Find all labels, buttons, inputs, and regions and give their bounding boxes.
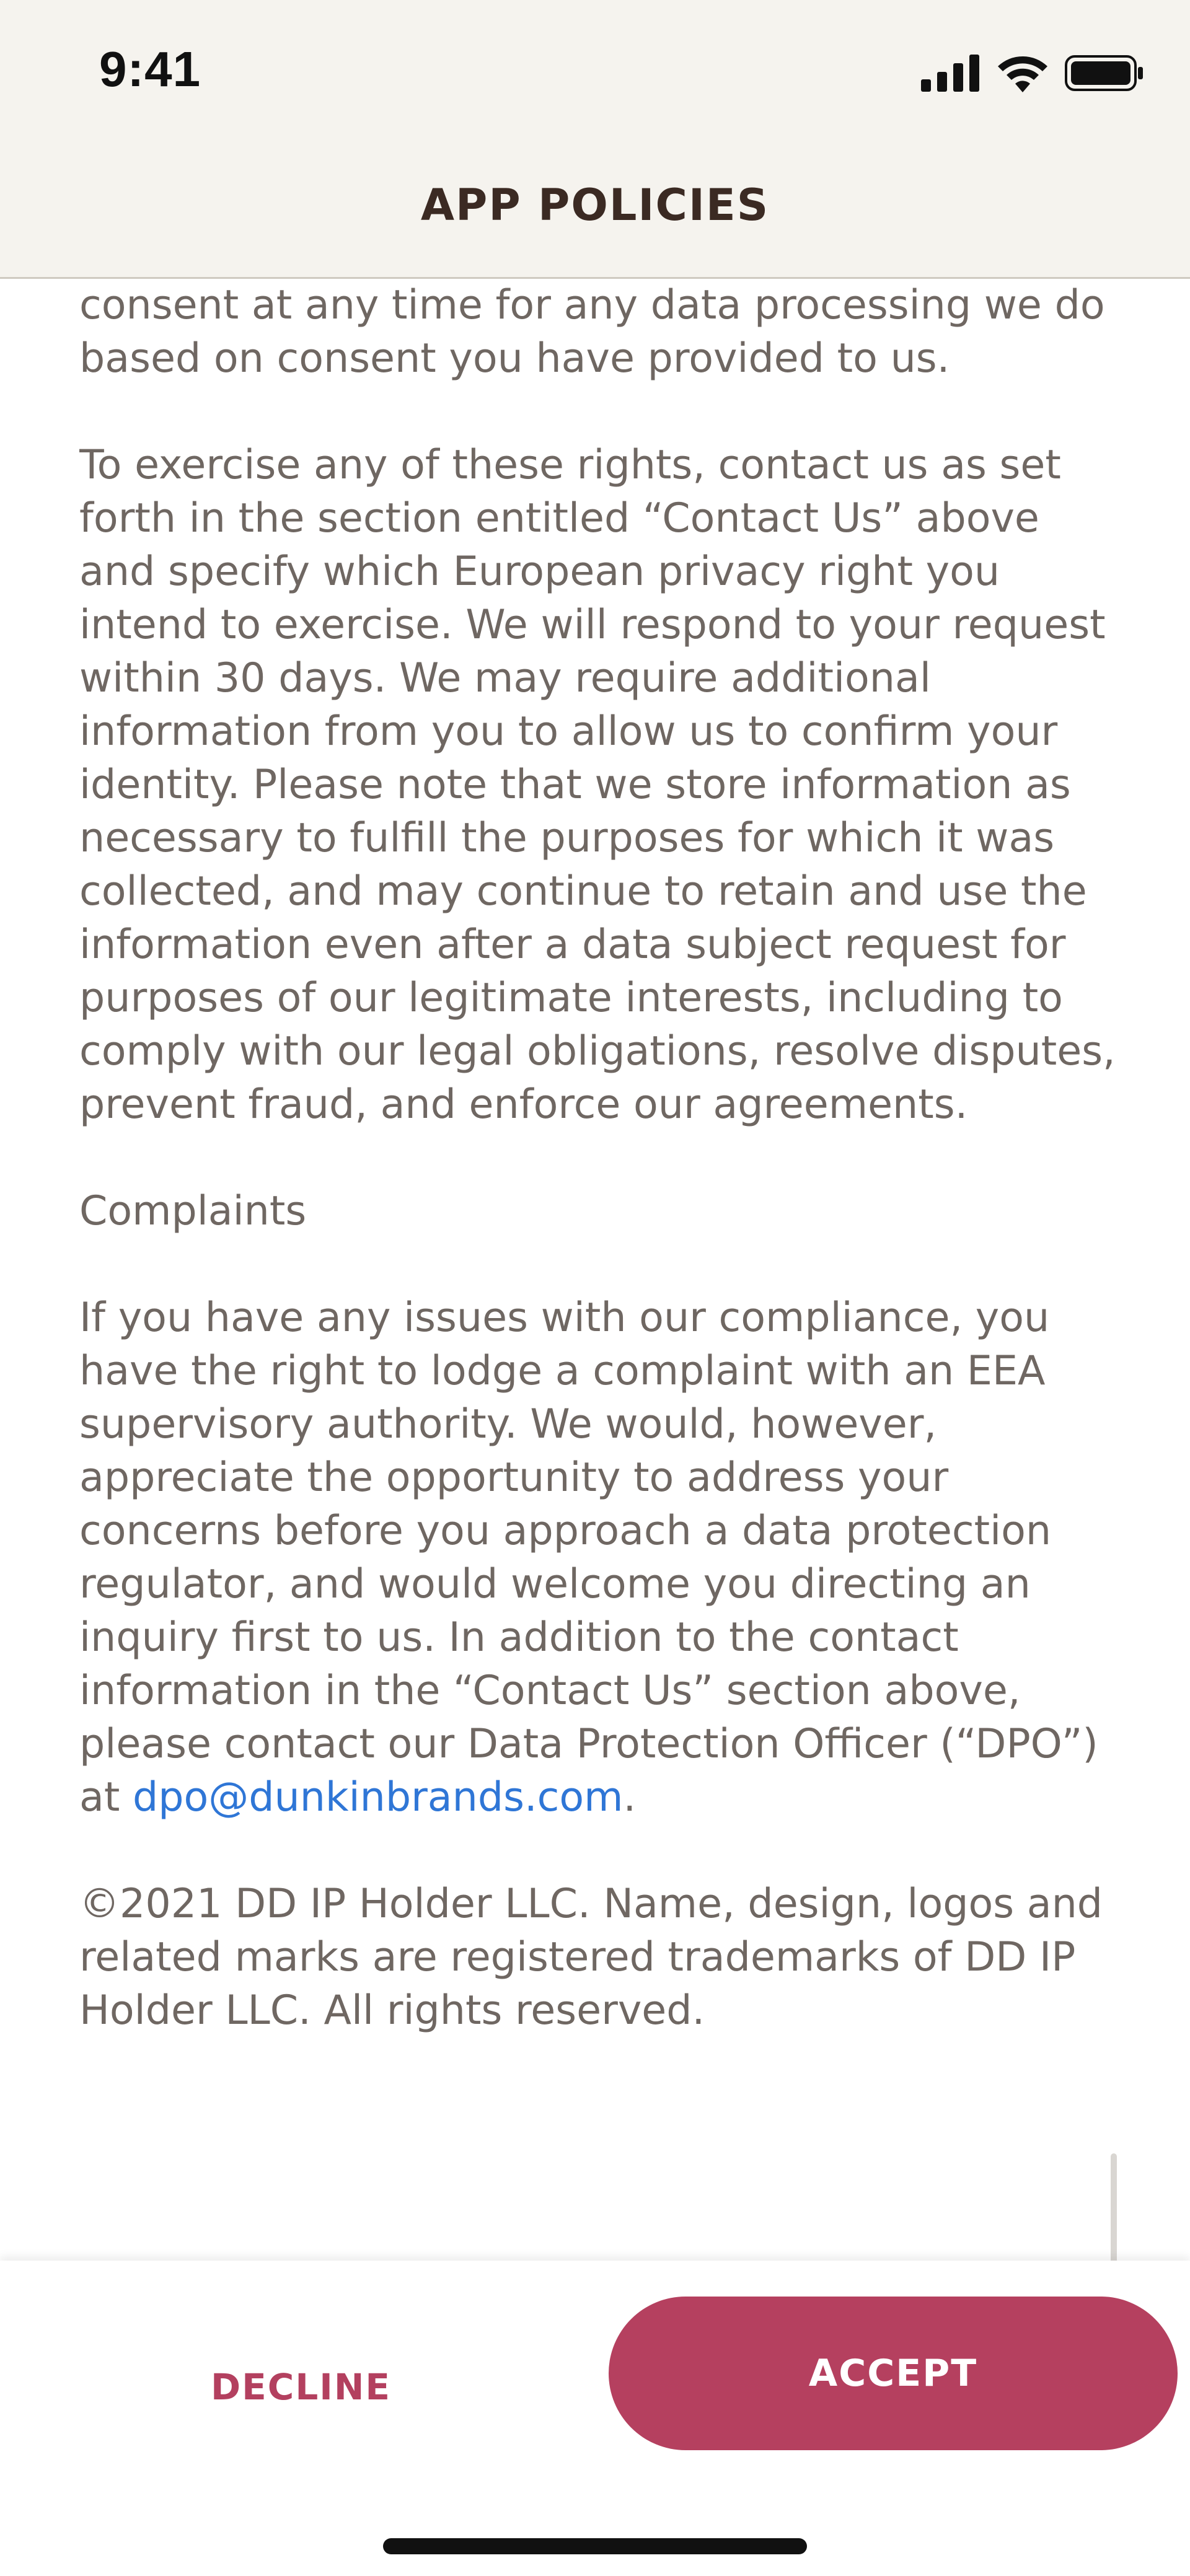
status-time: 9:41 — [99, 42, 201, 97]
dpo-email-link[interactable]: dpo@dunkinbrands.com — [132, 1774, 624, 1821]
header — [0, 143, 1190, 279]
policy-paragraph-text-end: . — [623, 1774, 637, 1821]
scrollbar[interactable] — [1111, 2153, 1117, 2268]
page-title: APP POLICIES — [420, 180, 770, 231]
copyright-notice: ©2021 DD IP Holder LLC. Name, design, logos and related marks are registered trademarks of DD IP Holder LLC. All rights reserved. — [79, 1881, 1103, 2034]
footer — [0, 2261, 1190, 2576]
policy-paragraph-complaints — [79, 1291, 1121, 1824]
status-icons — [921, 53, 1144, 93]
home-indicator — [383, 2538, 807, 2554]
policy-paragraph-text: If you have any issues with our compliance, you have the right to lodge a complaint with an EEA supervisory authority. We would, however, appreciate the opportunity to address your concerns before you approach a data protection regulator, and would welcome you directing an inquiry first to us. In addition to the contact information in the “Contact Us” section above, please contact our Data Protection Officer (“DPO”) at — [79, 1295, 1098, 1821]
section-heading-complaints: Complaints — [79, 1188, 307, 1234]
cellular-signal-icon — [921, 55, 981, 92]
status-bar — [0, 0, 1190, 143]
battery-icon — [1065, 54, 1144, 92]
wifi-icon — [997, 54, 1049, 92]
policy-paragraph: To exercise any of these rights, contact us as set forth in the section entitled “Contact Us” above and specify which European privacy right you intend to exercise. We will respond to your request within 30 days. We may require additional information from you to allow us to confirm your identity. Please note that we store information as necessary to fulfill the purposes for which it was collected, and may continue to retain and use the information even after a data subject request for purposes of our legitimate interests, including to comply with our legal obligations, resolve disputes, prevent fraud, and enforce our agreements. — [79, 442, 1116, 1128]
accept-button[interactable]: ACCEPT — [609, 2297, 1178, 2450]
policy-text-scroll-area[interactable] — [79, 279, 1121, 2249]
policy-paragraph: consent at any time for any data processing we do based on consent you have provided to us. — [79, 282, 1105, 382]
decline-button[interactable]: DECLINE — [211, 2366, 392, 2408]
